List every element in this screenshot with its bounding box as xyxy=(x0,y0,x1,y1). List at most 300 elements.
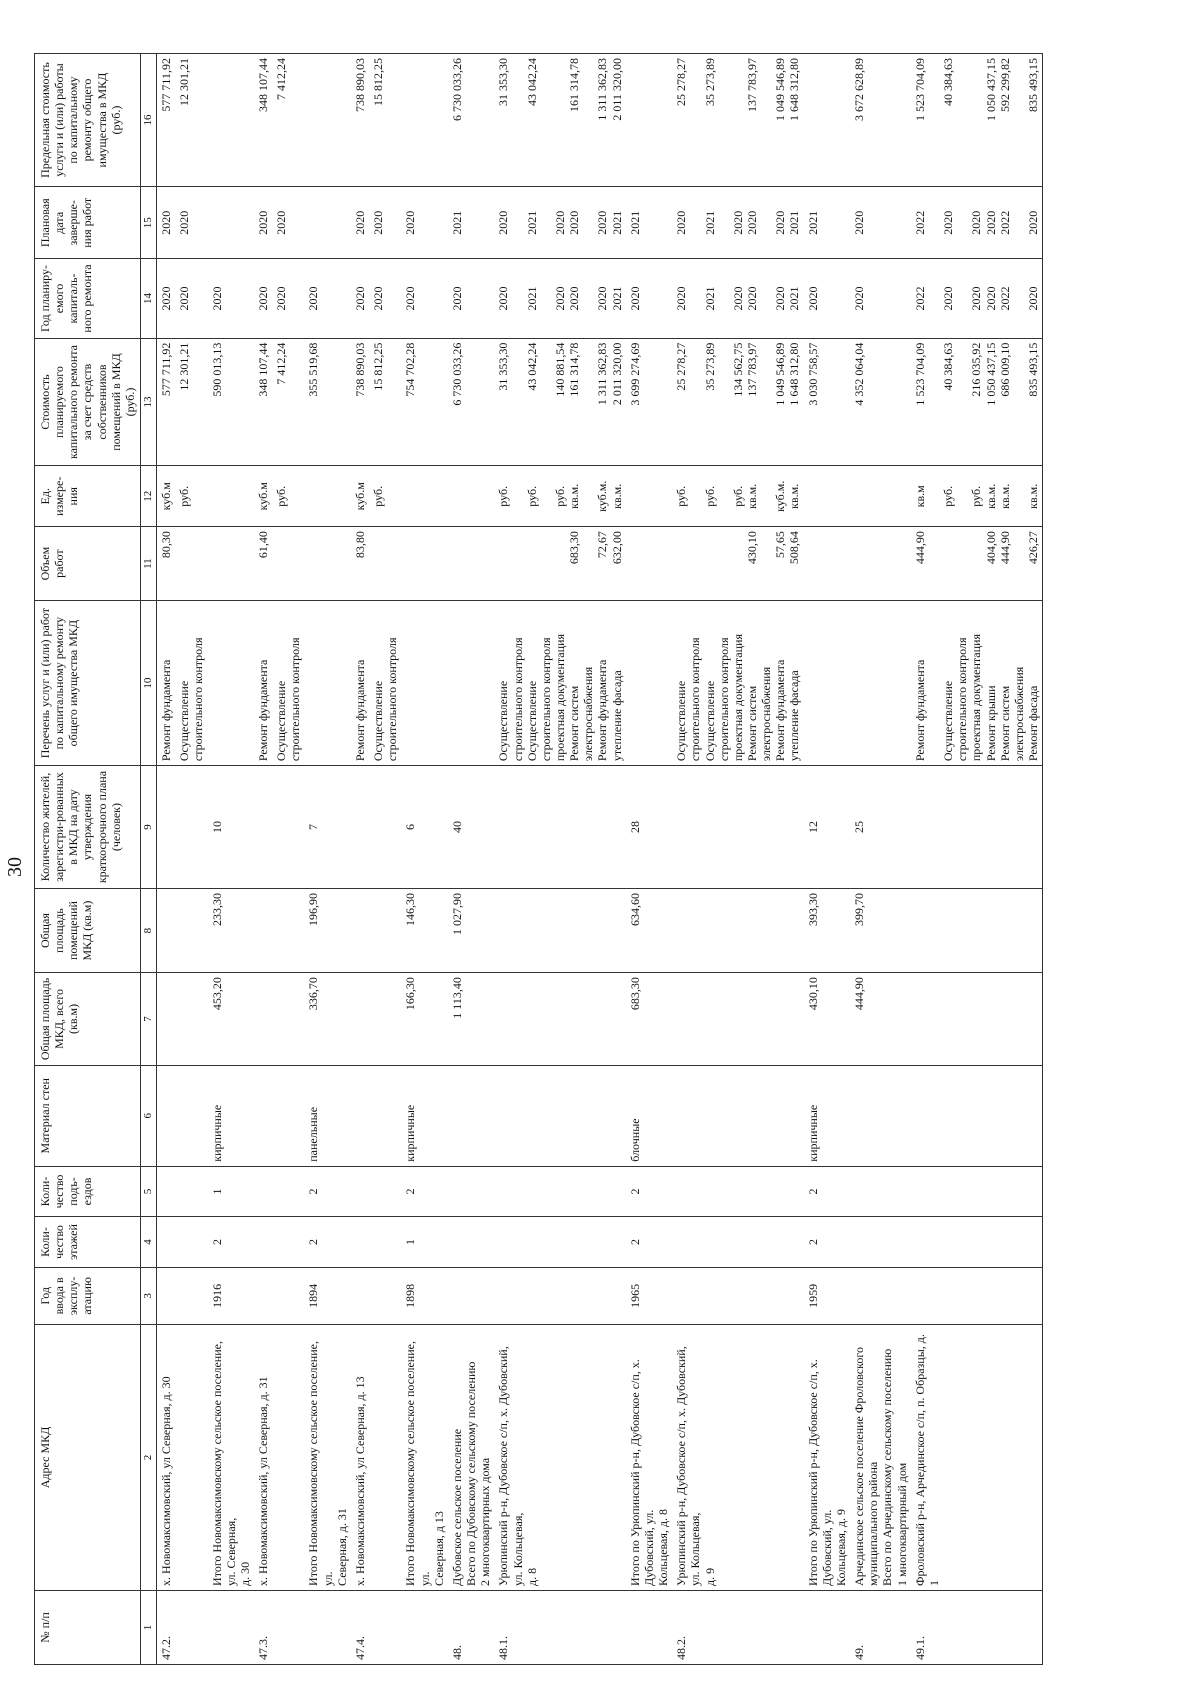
column-number: 6 xyxy=(141,1065,157,1166)
table-cell xyxy=(448,1217,494,1268)
table-cell: х. Новомаксимовский, ул Северная, д. 30 xyxy=(157,1324,176,1590)
table-cell xyxy=(850,601,911,766)
table-cell: 348 107,44 xyxy=(254,338,272,466)
table-cell xyxy=(208,187,254,259)
table-cell: 2020 xyxy=(304,259,350,338)
table-cell xyxy=(254,1065,272,1166)
table-cell: 2020 xyxy=(208,259,254,338)
column-number: 11 xyxy=(141,527,157,601)
table-cell xyxy=(626,601,672,766)
table-cell: 47.3. xyxy=(254,1590,272,1664)
table-cell: 2020 xyxy=(369,259,401,338)
table-row xyxy=(672,54,803,1665)
table-cell xyxy=(208,601,254,766)
table-cell: 2020 2021 2020 2020 2020 2021 xyxy=(672,187,803,259)
table-cell xyxy=(448,1166,494,1217)
table-cell xyxy=(157,888,176,972)
table-cell: 2020 xyxy=(175,259,207,338)
table-cell xyxy=(850,1217,911,1268)
table-cell xyxy=(208,527,254,601)
table-cell xyxy=(448,1267,494,1324)
table-cell xyxy=(175,1267,207,1324)
table-cell xyxy=(369,1324,401,1590)
table-cell xyxy=(494,973,625,1066)
table-cell xyxy=(911,973,1043,1066)
table-cell xyxy=(254,1267,272,1324)
table-cell: Арчединское сельское поселение Фроловского муниципального района Всего по Арчединскому сельскому поселению 1 многоквартирный дом xyxy=(850,1324,911,1590)
table-cell xyxy=(272,973,304,1066)
table-cell: 1898 xyxy=(401,1267,447,1324)
table-cell: 10 xyxy=(208,766,254,889)
table-cell: 1965 xyxy=(626,1267,672,1324)
table-cell: панельные xyxy=(304,1065,350,1166)
table-cell xyxy=(804,601,850,766)
table-cell xyxy=(911,766,1043,889)
table-cell xyxy=(850,466,911,527)
column-header: Предельная стоимость услуги и (или) работы по капитальному ремонту общего имущества в МКД (руб.) xyxy=(35,54,141,187)
column-number: 2 xyxy=(141,1324,157,1590)
table-cell: 6 xyxy=(401,766,447,889)
table-cell: 2020 xyxy=(369,187,401,259)
table-cell xyxy=(672,888,803,972)
table-cell xyxy=(272,1217,304,1268)
table-cell xyxy=(369,973,401,1066)
table-cell xyxy=(448,527,494,601)
table-cell xyxy=(175,888,207,972)
table-cell xyxy=(911,1166,1043,1217)
table-cell: руб. руб. руб. кв.м. куб.м. кв.м. xyxy=(494,466,625,527)
table-cell xyxy=(369,1217,401,1268)
table-cell: 2020 xyxy=(157,187,176,259)
table-cell: 1894 xyxy=(304,1267,350,1324)
table-cell xyxy=(626,466,672,527)
table-cell: 2020 xyxy=(175,187,207,259)
table-cell: 47.2. xyxy=(157,1590,176,1664)
table-cell: руб. xyxy=(175,466,207,527)
table-cell xyxy=(175,1065,207,1166)
column-header: Стоимость планируемого капитального ремонта за счет средств собственников помещений в МКД (руб.) xyxy=(35,338,141,466)
table-cell xyxy=(369,527,401,601)
table-cell: 2020 xyxy=(272,187,304,259)
table-cell: 4 352 064,04 xyxy=(850,338,911,466)
table-cell xyxy=(272,1590,304,1664)
column-header: Количество жителей, зарегистри-рованных в МКД на дату утверждения краткосрочного плана (человек) xyxy=(35,766,141,889)
table-cell: 2020 xyxy=(448,259,494,338)
table-cell xyxy=(401,527,447,601)
table-cell: блочные xyxy=(626,1065,672,1166)
table-cell: 2020 xyxy=(254,259,272,338)
table-cell: куб.м xyxy=(157,466,176,527)
table-cell xyxy=(448,601,494,766)
column-header: Объем работ xyxy=(35,527,141,601)
table-cell xyxy=(911,1267,1043,1324)
column-number: 4 xyxy=(141,1217,157,1268)
table-cell: 683,30 xyxy=(626,973,672,1066)
table-cell xyxy=(850,527,911,601)
table-cell: 2020 xyxy=(351,187,369,259)
column-number: 12 xyxy=(141,466,157,527)
table-cell: 1916 xyxy=(208,1267,254,1324)
table-cell: 453,20 xyxy=(208,973,254,1066)
table-cell: кирпичные xyxy=(401,1065,447,1166)
column-header: № п/п xyxy=(35,1590,141,1664)
table-body xyxy=(157,54,1043,1665)
table-cell: 83,80 xyxy=(351,527,369,601)
table-cell: 754 702,28 xyxy=(401,338,447,466)
column-number: 5 xyxy=(141,1166,157,1217)
table-cell: 1 xyxy=(401,1217,447,1268)
table-cell xyxy=(351,766,369,889)
table-cell xyxy=(272,1166,304,1217)
table-row xyxy=(157,54,176,1665)
table-cell: 2 xyxy=(401,1166,447,1217)
table-cell xyxy=(304,54,350,187)
table-cell xyxy=(351,1166,369,1217)
table-cell: Дубовское сельское поселение Всего по Дубовскому сельскому поселению 2 многоквартирных дома xyxy=(448,1324,494,1590)
column-number: 10 xyxy=(141,601,157,766)
table-cell: 7 412,24 xyxy=(272,54,304,187)
table-cell: Осуществление строительного контроля xyxy=(272,601,304,766)
table-cell: 233,30 xyxy=(208,888,254,972)
table-cell xyxy=(369,1267,401,1324)
table-row xyxy=(351,54,369,1665)
table-cell: 80,30 xyxy=(157,527,176,601)
table-cell xyxy=(626,1590,672,1664)
table-cell: Осуществление строительного контроля xyxy=(175,601,207,766)
table-cell xyxy=(494,888,625,972)
table-cell xyxy=(401,601,447,766)
table-row xyxy=(401,54,447,1665)
table-cell xyxy=(911,888,1043,972)
table-cell xyxy=(254,1166,272,1217)
table-cell: 25 278,27 35 273,89 134 562,75 137 783,97 1 049 546,89 1 648 312,80 xyxy=(672,338,803,466)
table-cell xyxy=(494,1267,625,1324)
table-row xyxy=(272,54,304,1665)
table-cell xyxy=(626,527,672,601)
table-cell: 49.1. xyxy=(911,1590,1043,1664)
table-cell xyxy=(157,766,176,889)
table-cell: 683,30 72,67 632,00 xyxy=(494,527,625,601)
table-cell: 6 730 033,26 xyxy=(448,338,494,466)
column-header: Общая площадь МКД, всего (кв.м) xyxy=(35,973,141,1066)
table-cell xyxy=(448,466,494,527)
column-header: Плановая дата заверше-ния работ xyxy=(35,187,141,259)
table-cell xyxy=(369,888,401,972)
table-cell: кирпичные xyxy=(804,1065,850,1166)
table-cell xyxy=(254,766,272,889)
table-cell: Итого по Урюпинский р-н, Дубовское с/п, х. Дубовский, ул. Кольцевая, д. 8 xyxy=(626,1324,672,1590)
table-cell: 2020 xyxy=(850,187,911,259)
table-cell: 2 xyxy=(304,1166,350,1217)
column-header: Материал стен xyxy=(35,1065,141,1166)
table-cell: 738 890,03 xyxy=(351,54,369,187)
table-cell: Ремонт фундамента Осуществление строительного контроля проектная документация Ремонт крыши Ремонт систем электроснабжения Ремонт фасада xyxy=(911,601,1043,766)
table-cell xyxy=(911,1065,1043,1166)
table-cell: 348 107,44 xyxy=(254,54,272,187)
table-cell: 28 xyxy=(626,766,672,889)
table-cell: 2020 2021 2020 2020 2020 2021 xyxy=(494,259,625,338)
table-cell xyxy=(351,1267,369,1324)
table-cell xyxy=(804,466,850,527)
table-cell: 2020 2021 2020 2020 2020 2021 xyxy=(672,259,803,338)
column-header: Год планиру-емого капиталь-ного ремонта xyxy=(35,259,141,338)
column-number: 3 xyxy=(141,1267,157,1324)
table-cell: Осуществление строительного контроля xyxy=(369,601,401,766)
table-cell xyxy=(272,1065,304,1166)
table-cell: 399,70 xyxy=(850,888,911,972)
table-cell xyxy=(672,1065,803,1166)
column-header: Перечень услуг и (или) работ по капитальному ремонту общего имущества МКД xyxy=(35,601,141,766)
table-cell: 2 xyxy=(804,1217,850,1268)
table-cell: 2 xyxy=(626,1166,672,1217)
table-cell xyxy=(401,466,447,527)
table-row xyxy=(448,54,494,1665)
table-cell xyxy=(369,1166,401,1217)
table-cell xyxy=(175,527,207,601)
table-cell xyxy=(175,1217,207,1268)
table-cell: 15 812,25 xyxy=(369,338,401,466)
table-cell: 1 523 704,09 40 384,63 1 050 437,15 592 299,82 835 493,15 xyxy=(911,54,1043,187)
table-row xyxy=(304,54,350,1665)
table-cell xyxy=(401,1590,447,1664)
capital-repair-table xyxy=(34,53,1043,1665)
table-cell xyxy=(672,766,803,889)
table-cell: 166,30 xyxy=(401,973,447,1066)
table-cell: х. Новомаксимовский, ул Северная, д. 13 xyxy=(351,1324,369,1590)
column-number: 8 xyxy=(141,888,157,972)
table-cell: 1959 xyxy=(804,1267,850,1324)
table-cell: Урюпинский р-н, Дубовское с/п, х. Дубовский, ул. Кольцевая, д. 8 xyxy=(494,1324,625,1590)
table-cell: 2020 xyxy=(254,187,272,259)
table-cell xyxy=(448,1065,494,1166)
table-cell: 12 xyxy=(804,766,850,889)
table-cell: 15 812,25 xyxy=(369,54,401,187)
table-cell xyxy=(157,1065,176,1166)
page-number: 30 xyxy=(4,857,26,877)
table-cell xyxy=(351,973,369,1066)
table-cell: 3 699 274,69 xyxy=(626,338,672,466)
table-cell: 1 523 704,09 40 384,63 216 035,92 1 050 437,15 686 009,10 835 493,15 xyxy=(911,338,1043,466)
table-cell: 48.2. xyxy=(672,1590,803,1664)
table-cell: Ремонт фундамента xyxy=(254,601,272,766)
column-number: 16 xyxy=(141,54,157,187)
table-cell xyxy=(254,973,272,1066)
table-cell: куб.м xyxy=(254,466,272,527)
table-cell: х. Новомаксимовский, ул Северная, д. 31 xyxy=(254,1324,272,1590)
table-cell xyxy=(369,766,401,889)
table-cell xyxy=(208,466,254,527)
table-cell xyxy=(672,973,803,1066)
table-cell: руб. xyxy=(272,466,304,527)
table-cell xyxy=(351,888,369,972)
table-cell xyxy=(804,1590,850,1664)
table-cell xyxy=(494,1166,625,1217)
table-cell: 2021 xyxy=(448,187,494,259)
table-cell xyxy=(672,1267,803,1324)
column-header: Ед. измере-ния xyxy=(35,466,141,527)
table-cell xyxy=(401,54,447,187)
table-cell: Итого Новомаксимовскому сельское поселение, ул. Северная, д 13 xyxy=(401,1324,447,1590)
table-cell: 393,30 xyxy=(804,888,850,972)
table-cell xyxy=(272,527,304,601)
table-cell: 1 113,40 xyxy=(448,973,494,1066)
table-cell xyxy=(272,888,304,972)
table-cell xyxy=(672,1166,803,1217)
table-cell: 590 013,13 xyxy=(208,338,254,466)
table-cell: 1 027,90 xyxy=(448,888,494,972)
table-cell: 48.1. xyxy=(494,1590,625,1664)
table-cell: 2 xyxy=(208,1217,254,1268)
table-cell: 31 353,30 43 042,24 161 314,78 1 311 362,83 2 011 320,00 xyxy=(494,54,625,187)
table-cell xyxy=(850,1166,911,1217)
table-cell xyxy=(272,1267,304,1324)
table-cell: руб. xyxy=(369,466,401,527)
table-cell xyxy=(304,1590,350,1664)
table-cell: 336,70 xyxy=(304,973,350,1066)
table-cell xyxy=(272,766,304,889)
column-number: 1 xyxy=(141,1590,157,1664)
table-cell: 48. xyxy=(448,1590,494,1664)
column-number: 15 xyxy=(141,187,157,259)
table-cell: 355 519,68 xyxy=(304,338,350,466)
table-cell: 25 xyxy=(850,766,911,889)
table-cell: 738 890,03 xyxy=(351,338,369,466)
table-cell xyxy=(175,1166,207,1217)
table-cell: 2 xyxy=(804,1166,850,1217)
table-cell: 12 301,21 xyxy=(175,54,207,187)
table-cell xyxy=(911,1217,1043,1268)
table-row xyxy=(369,54,401,1665)
table-cell: 1 xyxy=(208,1166,254,1217)
table-cell xyxy=(494,1217,625,1268)
table-cell xyxy=(672,1217,803,1268)
table-cell: 444,90 404,00 444,90 426,27 xyxy=(911,527,1043,601)
table-cell: Осуществление строительного контроля Осуществление строительного контроля проектная документация Ремонт систем электроснабжения Ремонт фундамента утепление фасада xyxy=(672,601,803,766)
table-cell xyxy=(494,766,625,889)
table-cell: куб.м xyxy=(351,466,369,527)
table-cell xyxy=(175,973,207,1066)
table-cell: 430,10 57,65 508,64 xyxy=(672,527,803,601)
table-cell xyxy=(304,601,350,766)
table-cell xyxy=(208,54,254,187)
table-cell xyxy=(351,1217,369,1268)
column-header: Коли-чество подъ-ездов xyxy=(35,1166,141,1217)
table-cell: 6 730 033,26 xyxy=(448,54,494,187)
table-cell: 31 353,30 43 042,24 140 881,54 161 314,78 1 311 362,83 2 011 320,00 xyxy=(494,338,625,466)
table-cell xyxy=(157,1166,176,1217)
table-cell: Итого Новомаксимовскому сельское поселение, ул. Северная, д. 30 xyxy=(208,1324,254,1590)
table-row xyxy=(494,54,625,1665)
table-cell: 40 xyxy=(448,766,494,889)
table-cell: 2 xyxy=(626,1217,672,1268)
table-cell: 49. xyxy=(850,1590,911,1664)
table-cell xyxy=(157,1217,176,1268)
column-header: Коли-чество этажей xyxy=(35,1217,141,1268)
table-cell xyxy=(850,1065,911,1166)
rotated-page xyxy=(0,37,1200,1697)
table-cell: 2020 xyxy=(850,259,911,338)
table-row xyxy=(175,54,207,1665)
table-cell: 444,90 xyxy=(850,973,911,1066)
table-cell xyxy=(804,54,850,187)
table-cell: 577 711,92 xyxy=(157,338,176,466)
table-cell: 2021 xyxy=(804,187,850,259)
table-cell: 196,90 xyxy=(304,888,350,972)
table-cell xyxy=(175,1590,207,1664)
table-cell xyxy=(175,1324,207,1590)
table-cell xyxy=(175,766,207,889)
table-cell: 3 030 758,57 xyxy=(804,338,850,466)
table-cell: 2020 xyxy=(351,259,369,338)
table-cell: руб. руб. руб. кв.м. куб.м. кв.м. xyxy=(672,466,803,527)
table-cell: Ремонт фундамента xyxy=(157,601,176,766)
table-cell: Итого Новомаксимовскому сельское поселение, ул. Северная, д. 31 xyxy=(304,1324,350,1590)
table-cell: кв.м руб. руб. кв.м. кв.м. кв.м. xyxy=(911,466,1043,527)
table-cell: 634,60 xyxy=(626,888,672,972)
table-cell: 25 278,27 35 273,89 137 783,97 1 049 546,89 1 648 312,80 xyxy=(672,54,803,187)
column-number-row xyxy=(141,54,157,1665)
table-cell xyxy=(157,973,176,1066)
table-row xyxy=(208,54,254,1665)
table-cell: кирпичные xyxy=(208,1065,254,1166)
table-row xyxy=(911,54,1043,1665)
table-row xyxy=(626,54,672,1665)
table-cell xyxy=(254,888,272,972)
table-row xyxy=(254,54,272,1665)
table-cell xyxy=(304,187,350,259)
table-cell xyxy=(804,527,850,601)
column-number: 14 xyxy=(141,259,157,338)
table-cell xyxy=(304,527,350,601)
table-cell xyxy=(494,1065,625,1166)
table-cell: 2020 2021 2020 2020 2020 2021 xyxy=(494,187,625,259)
table-cell: 577 711,92 xyxy=(157,54,176,187)
table-cell: Урюпинский р-н, Дубовское с/п, х. Дубовский, ул. Кольцевая, д. 9 xyxy=(672,1324,803,1590)
column-number: 7 xyxy=(141,973,157,1066)
table-cell: Осуществление строительного контроля Осуществление строительного контроля проектная документация Ремонт систем электроснабжения Ремонт фундамента утепление фасада xyxy=(494,601,625,766)
table-row xyxy=(850,54,911,1665)
table-cell: 2 xyxy=(304,1217,350,1268)
table-cell: 2020 xyxy=(401,259,447,338)
table-cell: Итого по Урюпинский р-н, Дубовское с/п, х. Дубовский, ул. Кольцевая, д. 9 xyxy=(804,1324,850,1590)
column-header: Адрес МКД xyxy=(35,1324,141,1590)
table-cell: 61,40 xyxy=(254,527,272,601)
table-cell: 2021 xyxy=(626,187,672,259)
table-cell: 47.4. xyxy=(351,1590,369,1664)
column-number: 9 xyxy=(141,766,157,889)
column-header: Общая площадь помещений МКД (кв.м) xyxy=(35,888,141,972)
table-cell: 12 301,21 xyxy=(175,338,207,466)
table-cell: 430,10 xyxy=(804,973,850,1066)
table-cell: 2020 xyxy=(272,259,304,338)
column-header: Год ввода в эксплу-атацию xyxy=(35,1267,141,1324)
table-cell: 2020 xyxy=(401,187,447,259)
table-cell: 7 xyxy=(304,766,350,889)
table-cell xyxy=(626,54,672,187)
table-cell xyxy=(850,1267,911,1324)
table-cell xyxy=(304,466,350,527)
table-cell: 7 412,24 xyxy=(272,338,304,466)
column-number: 13 xyxy=(141,338,157,466)
table-cell xyxy=(254,1217,272,1268)
table-cell: 2022 2020 2020 2020 2022 2020 xyxy=(911,259,1043,338)
table-cell: 146,30 xyxy=(401,888,447,972)
table-cell: 2020 xyxy=(626,259,672,338)
table-cell: 2020 xyxy=(804,259,850,338)
table-cell: 2022 2020 2020 2020 2022 2020 xyxy=(911,187,1043,259)
table-cell: Фроловский р-н, Арчединское с/п, п. Образцы, д. 1 xyxy=(911,1324,1043,1590)
table-cell: 2020 xyxy=(157,259,176,338)
